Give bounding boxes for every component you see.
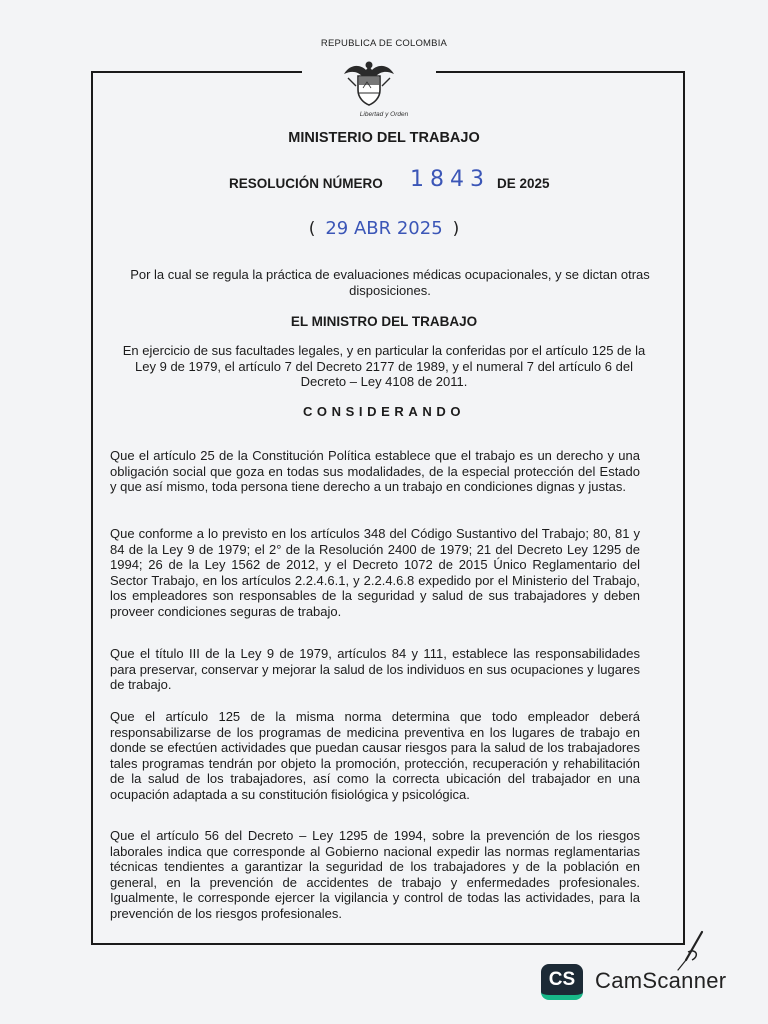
camscanner-watermark: CamScanner [595, 968, 727, 993]
ministry-title: MINISTERIO DEL TRABAJO [288, 130, 480, 146]
considering-paragraph: Que el título III de la Ley 9 de 1979, artículos 84 y 111, establece las responsabilidades para preservar, conservar y mejorar la salud de los individuos en sus ocupaciones y lugares de trabajo. [110, 646, 640, 693]
date-stamp: 29 ABR 2025 [325, 218, 443, 239]
resolution-year: DE 2025 [497, 176, 550, 191]
date-open-paren: ( [308, 219, 316, 239]
camscanner-logo-icon: CS [541, 964, 583, 1000]
date-close-paren: ) [452, 219, 460, 239]
resolution-date [0, 218, 768, 239]
document-border [91, 71, 685, 945]
coat-of-arms-icon [340, 56, 398, 108]
motto: Libertad y Orden [359, 111, 409, 118]
considering-paragraph: Que el artículo 56 del Decreto – Ley 1295 de 1994, sobre la prevención de los riesgos laborales indica que corresponde al Gobierno nacional expedir las normas reglamentarias técnicas tendientes a garantizar la seguridad de los trabajadores y de la población en general, en la prevención de accidentes de trabajo y enfermedades profesionales. Igualmente, le corresponde ejercer la vigilancia y control de todas las actividades, para la prevención de los riesgos profesionales. [110, 828, 640, 921]
considering-paragraph: Que el artículo 125 de la misma norma determina que todo empleador deberá responsabilizarse de los programas de medicina preventiva en los lugares de trabajo en donde se efectúen actividades que puedan causar riesgos para la salud de los trabajadores tales programas tendrán por objeto la promoción, protección, recuperación y rehabilitación de la salud de los trabajadores, así como la correcta ubicación del trabajador en una ocupación adaptada a su constitución fisiológica y psicológica. [110, 709, 640, 802]
resolution-label: RESOLUCIÓN NÚMERO [229, 176, 383, 191]
resolution-subject: Por la cual se regula la práctica de evaluaciones médicas ocupacionales, y se dictan otras disposiciones. [130, 267, 650, 298]
considering-heading: CONSIDERANDO [302, 404, 466, 419]
considering-paragraph: Que conforme a lo previsto en los artículos 348 del Código Sustantivo del Trabajo; 80, 81 y 84 de la Ley 9 de 1979; el 2° de la Resolución 2400 de 1979; 21 del Decreto Ley 1295 de 1994; 26 de la Ley 1562 de 2012, y el Decreto 1072 de 2015 Único Reglamentario del Sector Trabajo, en los artículos 2.2.4.6.1, y 2.2.4.6.8 expedido por el Ministerio del Trabajo, los empleadores son responsables de la seguridad y salud de sus trabajadores y deben proveer condiciones seguras de trabajo. [110, 526, 640, 619]
country-name: REPUBLICA DE COLOMBIA [320, 38, 448, 49]
legal-powers: En ejercicio de sus facultades legales, y en particular la conferidas por el artículo 125 de la Ley 9 de 1979, el artículo 7 del Decreto 2177 de 1989, y el numeral 7 del artículo 6 del Decreto – Ley 4108 de 2011. [122, 343, 646, 389]
resolution-number-stamp: 1843 [410, 167, 490, 192]
minister-heading: EL MINISTRO DEL TRABAJO [290, 314, 478, 329]
considering-paragraph: Que el artículo 25 de la Constitución Política establece que el trabajo es un derecho y una obligación social que goza en todas sus modalidades, de la especial protección del Estado y que así mismo, toda persona tiene derecho a un trabajo en condiciones dignas y justas. [110, 448, 640, 495]
